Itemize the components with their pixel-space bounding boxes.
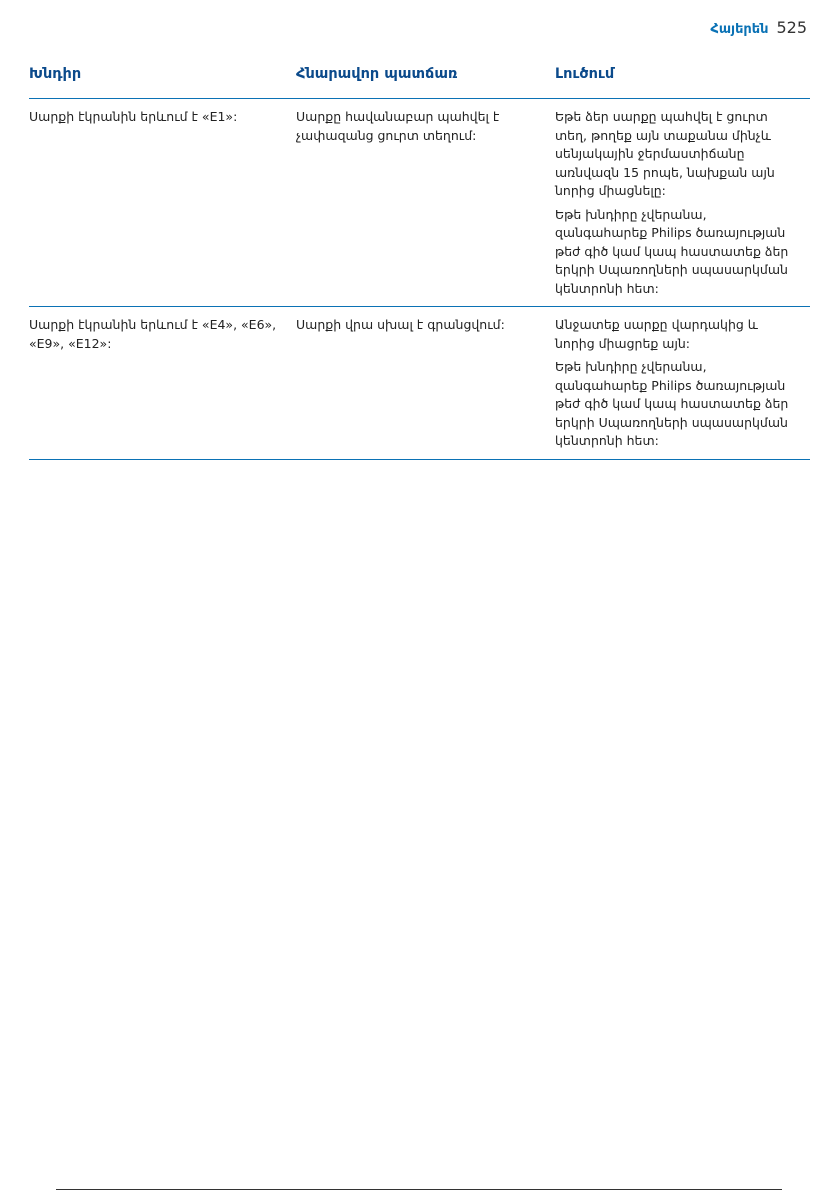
solution-paragraph: Եթե խնդիրը չվերանա, զանգահարեք Philips ծառայության թեժ գիծ կամ կապ հաստատեք ձեր երկրի Սպառողների սպասարկման կենտրոնի հետ: [555, 359, 789, 448]
solution-paragraph: Եթե ձեր սարքը պահվել է ցուրտ տեղ, թողեք այն տաքանա մինչև սենյակային ջերմաստիճանը առնվազն 15 րոպե, նախքան այն նորից միացնելը: [555, 109, 775, 198]
problem-cell: Սարքի էկրանին երևում է «E4», «E6», «E9», «E12»: [29, 307, 296, 460]
table-header-row [29, 66, 810, 99]
solution-cell [555, 99, 810, 307]
table-row [29, 99, 810, 307]
solution-paragraph: Անջատեք սարքը վարդակից և նորից միացրեք այն: [555, 317, 758, 351]
solution-cell [555, 307, 810, 460]
column-header-solution: Լուծում [555, 66, 810, 99]
troubleshooting-table [29, 66, 810, 460]
problem-cell: Սարքի էկրանին երևում է «E1»: [29, 99, 296, 307]
page-header [710, 18, 807, 37]
footer-divider [56, 1189, 782, 1190]
cause-cell: Սարքի վրա սխալ է գրանցվում: [296, 307, 555, 460]
language-label: Հայերեն [710, 22, 769, 37]
column-header-problem: Խնդիր [29, 66, 296, 99]
page-number: 525 [776, 18, 807, 37]
table-row [29, 307, 810, 460]
cause-cell: Սարքը հավանաբար պահվել է չափազանց ցուրտ տեղում: [296, 99, 555, 307]
column-header-cause: Հնարավոր պատճառ [296, 66, 555, 99]
solution-paragraph: Եթե խնդիրը չվերանա, զանգահարեք Philips ծառայության թեժ գիծ կամ կապ հաստատեք ձեր երկրի Սպառողների սպասարկման կենտրոնի հետ: [555, 206, 789, 296]
